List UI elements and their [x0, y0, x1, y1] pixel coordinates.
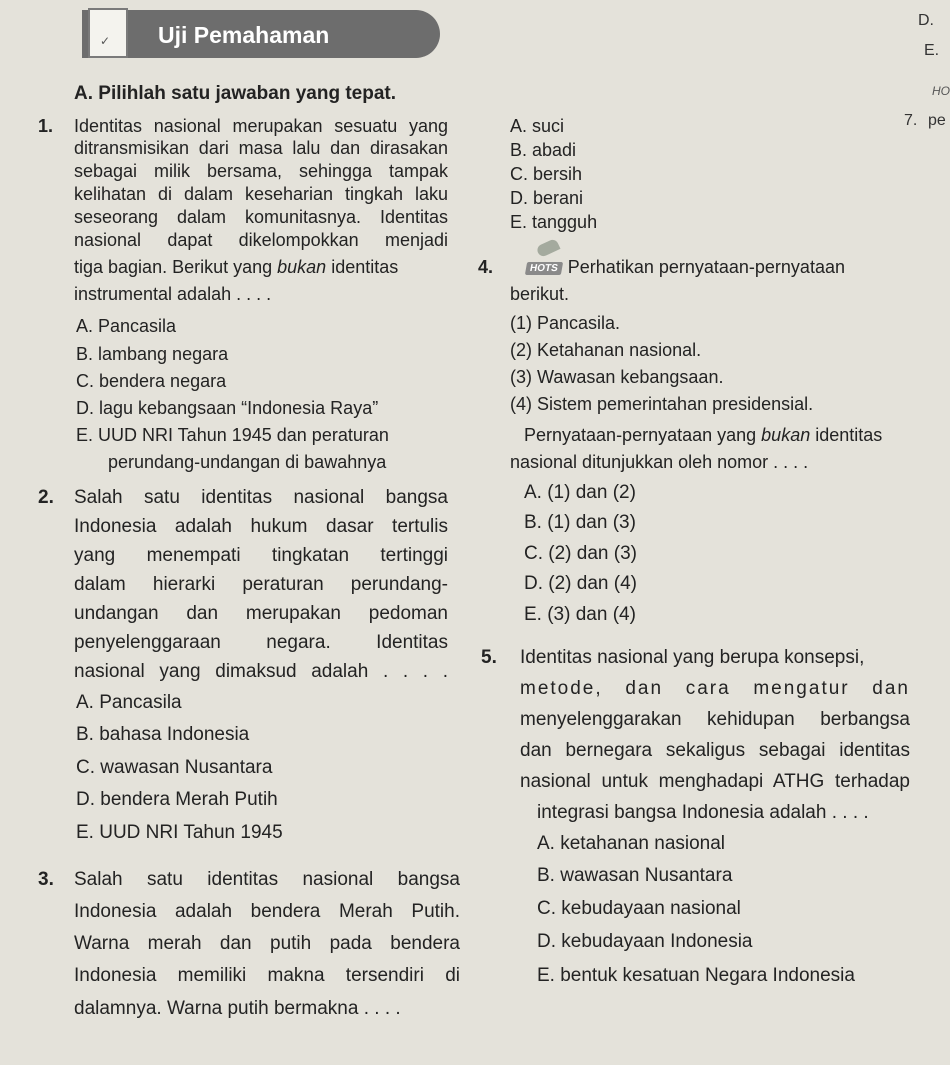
q2-line: nasional yang dimaksud adalah . . . . [74, 661, 448, 682]
q3-line: dalamnya. Warna putih bermakna . . . . [74, 998, 401, 1019]
q4-number: 4. [478, 257, 494, 277]
q4-statement: (2) Ketahanan nasional. [510, 340, 702, 360]
q1-line: seseorang dalam komunitasnya. Identitas [74, 207, 448, 227]
edge-letter-d: D. [918, 12, 934, 29]
q1-option-e-cont: perundang-undangan di bawahnya [108, 452, 387, 472]
q4-statement: (4) Sistem pemerintahan presidensial. [510, 394, 814, 414]
q3-option-d[interactable]: D. berani [510, 188, 584, 208]
q2-line: dalam hierarki peraturan perundang- [74, 574, 448, 595]
q4-option-b[interactable]: B. (1) dan (3) [524, 512, 636, 533]
q4-statement: (1) Pancasila. [510, 313, 621, 333]
q3-line: Indonesia adalah bendera Merah Putih. [74, 901, 460, 922]
q1-option-d[interactable]: D. lagu kebangsaan “Indonesia Raya” [76, 398, 379, 418]
q3-option-e[interactable]: E. tangguh [510, 212, 598, 232]
q3-option-a[interactable]: A. suci [510, 116, 565, 136]
q5-line: nasional untuk menghadapi ATHG terhadap [520, 771, 910, 792]
leaf-icon [535, 238, 560, 258]
q5-line: metode, dan cara mengatur dan [520, 678, 910, 699]
q5-option-b[interactable]: B. wawasan Nusantara [537, 865, 733, 886]
q5-line: integrasi bangsa Indonesia adalah . . . . [537, 802, 869, 823]
book-icon: ✓ [88, 8, 128, 58]
q2-number: 2. [38, 487, 54, 508]
page-title: Uji Pemahaman [158, 22, 330, 48]
q1-line-8: instrumental adalah . . . . [74, 284, 272, 304]
edge-word-fragment: pe [928, 112, 946, 129]
q2-option-a[interactable]: A. Pancasila [76, 692, 182, 713]
q1-line: kelihatan di dalam keseharian tingkah laku [74, 184, 448, 204]
q4-intro-cont: berikut. [510, 284, 570, 304]
q4-question-cont: nasional ditunjukkan oleh nomor . . . . [510, 452, 809, 472]
hots-badge: HOTS [525, 262, 563, 275]
q4-intro: HOTS Perhatikan pernyataan-pernyataan [522, 257, 845, 278]
section-heading: A. Pilihlah satu jawaban yang tepat. [74, 83, 397, 104]
edge-number: 7. [904, 112, 918, 129]
q2-line: Indonesia adalah hukum dasar tertulis [74, 516, 448, 537]
q4-option-a[interactable]: A. (1) dan (2) [524, 482, 636, 503]
q2-line: Salah satu identitas nasional bangsa [74, 487, 448, 508]
q3-line: Indonesia memiliki makna tersendiri di [74, 965, 460, 986]
q3-option-b[interactable]: B. abadi [510, 140, 577, 160]
q4-option-e[interactable]: E. (3) dan (4) [524, 604, 636, 625]
q5-option-a[interactable]: A. ketahanan nasional [537, 833, 726, 854]
q3-line: Warna merah dan putih pada bendera [74, 933, 460, 954]
edge-hots-fragment: HO [932, 84, 950, 98]
q2-option-c[interactable]: C. wawasan Nusantara [76, 757, 273, 778]
q2-line: yang menempati tingkatan tertinggi [74, 545, 448, 566]
q5-line: Identitas nasional yang berupa konsepsi, [520, 647, 865, 668]
q1-line: nasional dapat dikelompokkan menjadi [74, 230, 448, 250]
q5-option-c[interactable]: C. kebudayaan nasional [537, 898, 741, 919]
q4-statement: (3) Wawasan kebangsaan. [510, 367, 724, 387]
q4-option-c[interactable]: C. (2) dan (3) [524, 543, 637, 564]
q1-line: sebagai milik bersama, sehingga tampak [74, 161, 448, 181]
q1-option-e[interactable]: E. UUD NRI Tahun 1945 dan peraturan [76, 425, 389, 445]
q2-option-e[interactable]: E. UUD NRI Tahun 1945 [76, 822, 283, 843]
q5-line: menyelenggarakan kehidupan berbangsa [520, 709, 910, 730]
q3-option-c[interactable]: C. bersih [510, 164, 583, 184]
q1-number: 1. [38, 116, 54, 136]
q2-option-d[interactable]: D. bendera Merah Putih [76, 789, 278, 810]
edge-letter-e: E. [924, 42, 940, 59]
q3-number: 3. [38, 869, 54, 890]
q4-question: Pernyataan-pernyataan yang bukan identitas [524, 425, 883, 445]
q1-option-c[interactable]: C. bendera negara [76, 371, 227, 391]
q2-line: penyelenggaraan negara. Identitas [74, 632, 448, 653]
q5-number: 5. [481, 647, 497, 668]
q1-line: ditransmisikan dari masa lalu dan dirasakan [74, 138, 448, 158]
q5-option-e[interactable]: E. bentuk kesatuan Negara Indonesia [537, 965, 855, 986]
q4-option-d[interactable]: D. (2) dan (4) [524, 573, 637, 594]
q1-line-7: tiga bagian. Berikut yang bukan identitas [74, 257, 399, 277]
q5-line: dan bernegara sekaligus sebagai identitas [520, 740, 910, 761]
q3-line: Salah satu identitas nasional bangsa [74, 869, 460, 890]
q2-line: undangan dan merupakan pedoman [74, 603, 448, 624]
q2-option-b[interactable]: B. bahasa Indonesia [76, 724, 250, 745]
q1-line: Identitas nasional merupakan sesuatu yang [74, 116, 448, 136]
q1-option-a[interactable]: A. Pancasila [76, 316, 177, 336]
q1-option-b[interactable]: B. lambang negara [76, 344, 229, 364]
q5-option-d[interactable]: D. kebudayaan Indonesia [537, 931, 753, 952]
